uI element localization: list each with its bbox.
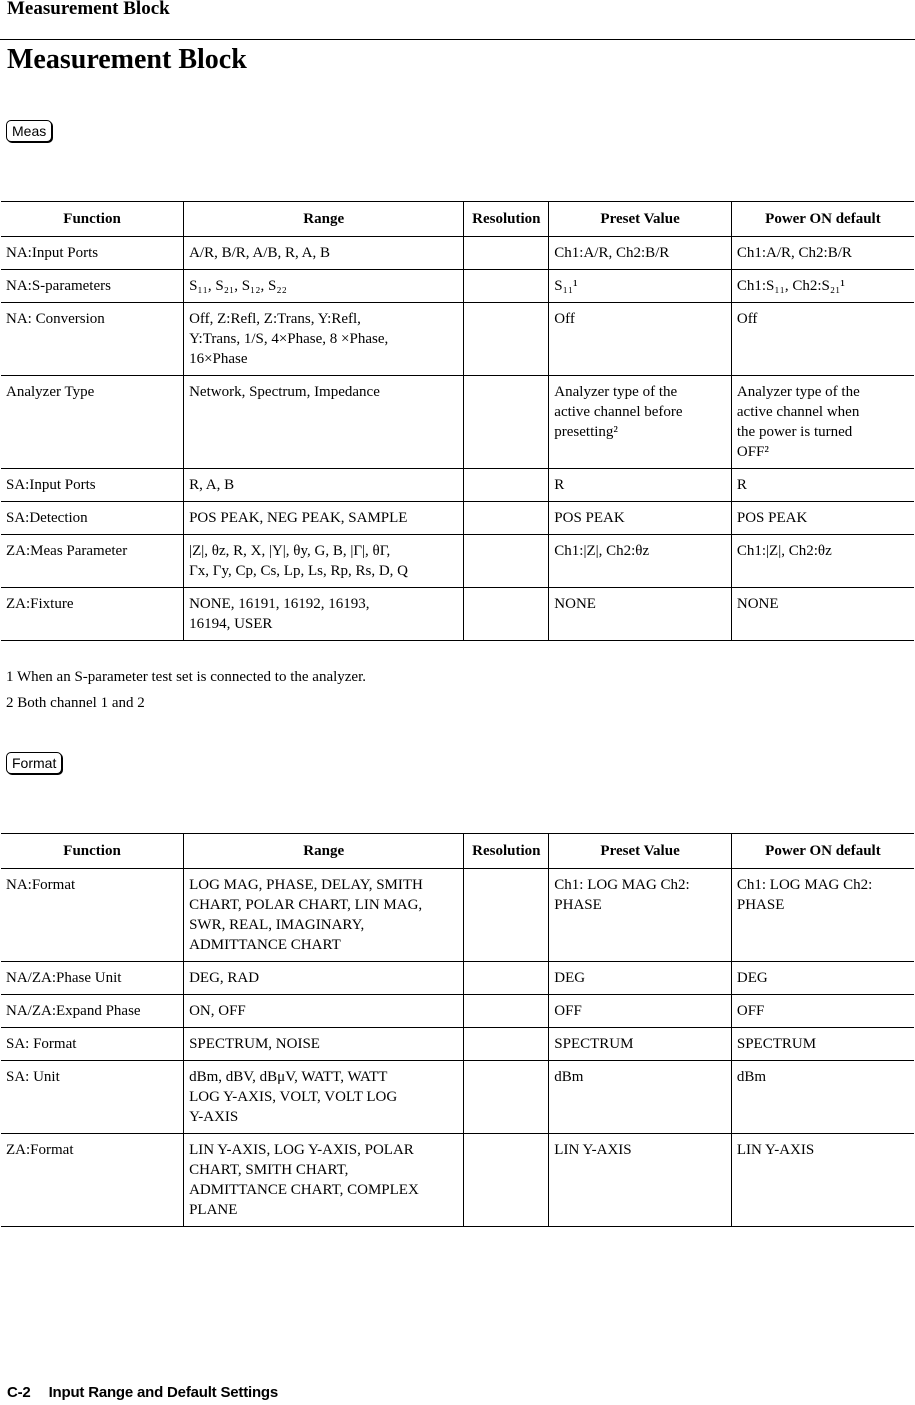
table-row [1,237,914,270]
footnote-1: 1 When an S-parameter test set is connected to the analyzer. [6,669,366,685]
table-row [1,270,914,303]
cell-resolution [464,962,549,995]
cell-function: NA/ZA:Phase Unit [1,962,184,995]
header-power-on: Power ON default [731,202,914,237]
cell-power-on: dBm [731,1061,914,1134]
cell-preset: Ch1:A/R, Ch2:B/R [549,237,732,270]
running-head: Measurement Block [7,0,170,19]
footnote-2: 2 Both channel 1 and 2 [6,695,145,711]
table-row [1,535,914,588]
header-rule [0,39,915,40]
cell-power-on: Ch1: LOG MAG Ch2: PHASE [731,869,914,962]
cell-preset: POS PEAK [549,502,732,535]
cell-power-on: SPECTRUM [731,1028,914,1061]
cell-power-on: LIN Y-AXIS [731,1134,914,1227]
cell-resolution [464,535,549,588]
cell-resolution [464,1061,549,1134]
cell-range: Network, Spectrum, Impedance [184,376,464,469]
cell-function: ZA:Format [1,1134,184,1227]
cell-range: dBm, dBV, dBμV, WATT, WATT LOG Y-AXIS, VOLT, VOLT LOG Y-AXIS [184,1061,464,1134]
cell-function: SA: Format [1,1028,184,1061]
header-function: Function [1,834,184,869]
format-table [1,833,914,1227]
cell-resolution [464,502,549,535]
table-row [1,469,914,502]
header-resolution: Resolution [464,834,549,869]
cell-range: DEG, RAD [184,962,464,995]
cell-power-on: Off [731,303,914,376]
cell-preset: OFF [549,995,732,1028]
cell-range: LIN Y-AXIS, LOG Y-AXIS, POLAR CHART, SMITH CHART, ADMITTANCE CHART, COMPLEX PLANE [184,1134,464,1227]
cell-resolution [464,869,549,962]
cell-preset: DEG [549,962,732,995]
cell-power-on: Ch1:S₁₁, Ch2:S₂₁¹ [731,270,914,303]
table-row [1,303,914,376]
page-footer [7,1384,278,1401]
cell-range: |Z|, θz, R, X, |Y|, θy, G, B, |Γ|, θΓ, Γx, Γy, Cp, Cs, Lp, Ls, Rp, Rs, D, Q [184,535,464,588]
cell-function: Analyzer Type [1,376,184,469]
cell-power-on: Analyzer type of the active channel when the power is turned OFF² [731,376,914,469]
meas-table [1,201,914,641]
cell-range: A/R, B/R, A/B, R, A, B [184,237,464,270]
cell-function: ZA:Meas Parameter [1,535,184,588]
table-row [1,1134,914,1227]
cell-function: NA:S-parameters [1,270,184,303]
header-range: Range [184,834,464,869]
cell-resolution [464,237,549,270]
format-key: Format [6,752,62,774]
cell-function: SA: Unit [1,1061,184,1134]
cell-power-on: NONE [731,588,914,641]
table-header-row [1,202,914,237]
cell-preset: dBm [549,1061,732,1134]
cell-power-on: Ch1:A/R, Ch2:B/R [731,237,914,270]
cell-resolution [464,270,549,303]
cell-power-on: POS PEAK [731,502,914,535]
header-power-on: Power ON default [731,834,914,869]
header-resolution: Resolution [464,202,549,237]
cell-range: NONE, 16191, 16192, 16193, 16194, USER [184,588,464,641]
cell-function: SA:Detection [1,502,184,535]
cell-preset: Off [549,303,732,376]
cell-function: SA:Input Ports [1,469,184,502]
cell-preset: S₁₁¹ [549,270,732,303]
table-row [1,1028,914,1061]
cell-power-on: DEG [731,962,914,995]
cell-resolution [464,995,549,1028]
cell-preset: Ch1:|Z|, Ch2:θz [549,535,732,588]
table-row [1,376,914,469]
header-preset: Preset Value [549,202,732,237]
cell-power-on: Ch1:|Z|, Ch2:θz [731,535,914,588]
cell-range: LOG MAG, PHASE, DELAY, SMITH CHART, POLAR CHART, LIN MAG, SWR, REAL, IMAGINARY, ADMITTANCE CHART [184,869,464,962]
cell-power-on: OFF [731,995,914,1028]
cell-preset: Analyzer type of the active channel before presetting² [549,376,732,469]
cell-range: Off, Z:Refl, Z:Trans, Y:Refl, Y:Trans, 1/S, 4×Phase, 8 ×Phase, 16×Phase [184,303,464,376]
cell-resolution [464,376,549,469]
header-function: Function [1,202,184,237]
cell-range: R, A, B [184,469,464,502]
cell-resolution [464,1134,549,1227]
page-number: C-2 [7,1384,31,1401]
table-row [1,962,914,995]
cell-resolution [464,469,549,502]
table-row [1,588,914,641]
table-row [1,995,914,1028]
cell-function: NA:Input Ports [1,237,184,270]
cell-preset: R [549,469,732,502]
table-row [1,502,914,535]
cell-range: ON, OFF [184,995,464,1028]
cell-function: NA: Conversion [1,303,184,376]
cell-function: ZA:Fixture [1,588,184,641]
page-title: Measurement Block [7,44,247,75]
cell-range: SPECTRUM, NOISE [184,1028,464,1061]
cell-function: NA/ZA:Expand Phase [1,995,184,1028]
cell-resolution [464,588,549,641]
header-range: Range [184,202,464,237]
cell-range: S₁₁, S₂₁, S₁₂, S₂₂ [184,270,464,303]
table-header-row [1,834,914,869]
cell-preset: LIN Y-AXIS [549,1134,732,1227]
meas-key: Meas [6,120,52,142]
cell-function: NA:Format [1,869,184,962]
table-row [1,1061,914,1134]
cell-range: POS PEAK, NEG PEAK, SAMPLE [184,502,464,535]
cell-resolution [464,1028,549,1061]
header-preset: Preset Value [549,834,732,869]
table-row [1,869,914,962]
cell-power-on: R [731,469,914,502]
cell-resolution [464,303,549,376]
cell-preset: Ch1: LOG MAG Ch2: PHASE [549,869,732,962]
footer-section-title: Input Range and Default Settings [48,1384,279,1401]
cell-preset: SPECTRUM [549,1028,732,1061]
cell-preset: NONE [549,588,732,641]
